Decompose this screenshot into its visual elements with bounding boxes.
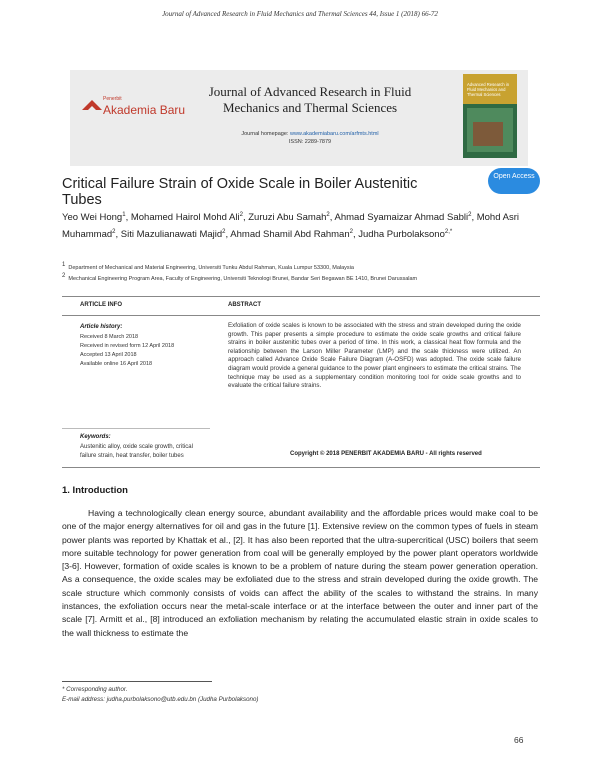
body-paragraph: Having a technologically clean energy source, abundant availability and the affordable prices would make coal to be one of the major energy alternatives for oil and gas in the future [1]. Extensive review on the common types of fuels in steam power plants was reported by Khattak et al., [2]. It has also been reported that the ultra-supercritical (USC) boilers that seem more suitable technology for power generation from coal will be generally employed by the power plant operators worldwide [3-6]. However, formation of oxide scales is known to be a problem of nature during the steam power generation operation. As a consequence, the oxide scales may be exfoliated due to the stress and strain developed during the oxide growth. The scale structure which commonly consists of voids can affect the ability of the scales to withstand the strains. In many instances, the exfoliation occurs near the metal-scale interface or at the interface between the outer and inner part of the scale [7]. Armitt et al., [8] introduced an exfoliation mechanism by relating the accumulated elastic strain in oxide scales to the wall thickness to estimate the — [62, 508, 538, 638]
cover-title: Advanced Research in Fluid Mechanics and Thermal Sciences — [467, 82, 510, 97]
journal-issn: ISSN: 2289-7879 — [288, 139, 332, 145]
article-history-title: Article history: — [80, 324, 123, 330]
footnote-corresponding: * Corresponding author. — [62, 686, 128, 693]
history-item: Available online 16 April 2018 — [80, 361, 153, 367]
journal-homepage — [190, 131, 430, 137]
publisher-logo-name: Akademia Baru — [103, 103, 186, 117]
section-heading: 1. Introduction — [62, 485, 128, 496]
divider — [62, 428, 210, 429]
divider — [62, 296, 540, 297]
journal-cover-image — [463, 74, 517, 158]
article-info-heading: ARTICLE INFO — [80, 302, 122, 308]
affiliation: $^2$ Mechanical Engineering Program Area, Faculty of Engineering, Universiti Teknologi Brunei, Bandar Seri Begawan BE 1410, Brunei Darussalam — [62, 273, 418, 282]
author: Judha Purbolaksono$^{2,*}$ — [358, 229, 453, 241]
copyright-notice: Copyright © 2018 PENERBIT AKADEMIA BARU - All rights reserved — [290, 451, 482, 457]
author: Mohamed Hairol Mohd Ali$^2$, — [130, 212, 249, 224]
publisher-logo-small-text: Penerbit — [103, 96, 122, 102]
author-list — [62, 208, 532, 242]
author: Zuruzi Abu Samah$^2$, — [248, 212, 335, 224]
journal-title: Journal of Advanced Research in Fluid Mechanics and Thermal Sciences — [208, 84, 412, 115]
running-head: Journal of Advanced Research in Fluid Mechanics and Thermal Sciences 44, Issue 1 (2018) 66-72 — [162, 10, 438, 18]
homepage-link[interactable]: www.akademiabaru.com/arfmts.html — [289, 131, 379, 137]
abstract-text: Exfoliation of oxide scales is known to be associated with the stress and strain developed during the oxide growth. This paper presents a simple procedure to estimate the oxide scale growths and critical failure strains in boiler austenitic tubes over a period of time. In this work, a classical heat flow formula and the relationship between the Larson Miller Parameter (LMP) and the scale thickness were utilized. An approach called Advance Oxide Scale Failure Diagram (A-OSFD) was adopted. The oxide scale failure diagram would provide a general guidance to the power plant engineers to estimate the critical strains. The technique may be used as a supplementary condition monitoring tool for oxide scale growths and to evaluate the critical failure strains. — [228, 322, 521, 390]
footnote-email: E-mail address: judha.purbolaksono@utb.edu.bn (Judha Purbolaksono) — [62, 696, 259, 703]
history-item: Accepted 13 April 2018 — [80, 352, 137, 358]
history-item: Received in revised form 12 April 2018 — [80, 343, 175, 349]
author: Yeo Wei Hong$^1$, — [62, 212, 131, 224]
homepage-label: Journal homepage: — [241, 131, 289, 137]
cover-photo-detail — [473, 122, 503, 146]
keywords-text: Austenitic alloy, oxide scale growth, critical failure strain, heat transfer, boiler tubes — [80, 444, 193, 459]
open-access-badge[interactable]: Open Access — [488, 168, 540, 194]
author: Siti Mazulianawati Majid$^2$, — [120, 229, 231, 241]
author: Ahmad Shamil Abd Rahman$^2$, — [230, 229, 359, 241]
footnote-rule — [62, 681, 212, 682]
author: Mohd Asri Muhammad$^2$, — [62, 212, 519, 241]
history-item: Received 8 March 2018 — [80, 334, 139, 340]
divider — [62, 315, 540, 316]
divider — [62, 467, 540, 468]
keywords-title: Keywords: — [80, 434, 111, 440]
author: Ahmad Syamaizar Ahmad Sabli$^2$, — [334, 212, 477, 224]
page-number: 66 — [514, 735, 524, 745]
abstract-heading: ABSTRACT — [228, 302, 261, 308]
affiliation: $^1$ Department of Mechanical and Material Engineering, Universiti Tunku Abdul Rahman, Kuala Lumpur 53300, Malaysia — [62, 262, 354, 271]
article-title: Critical Failure Strain of Oxide Scale in Boiler Austenitic Tubes — [62, 176, 418, 208]
